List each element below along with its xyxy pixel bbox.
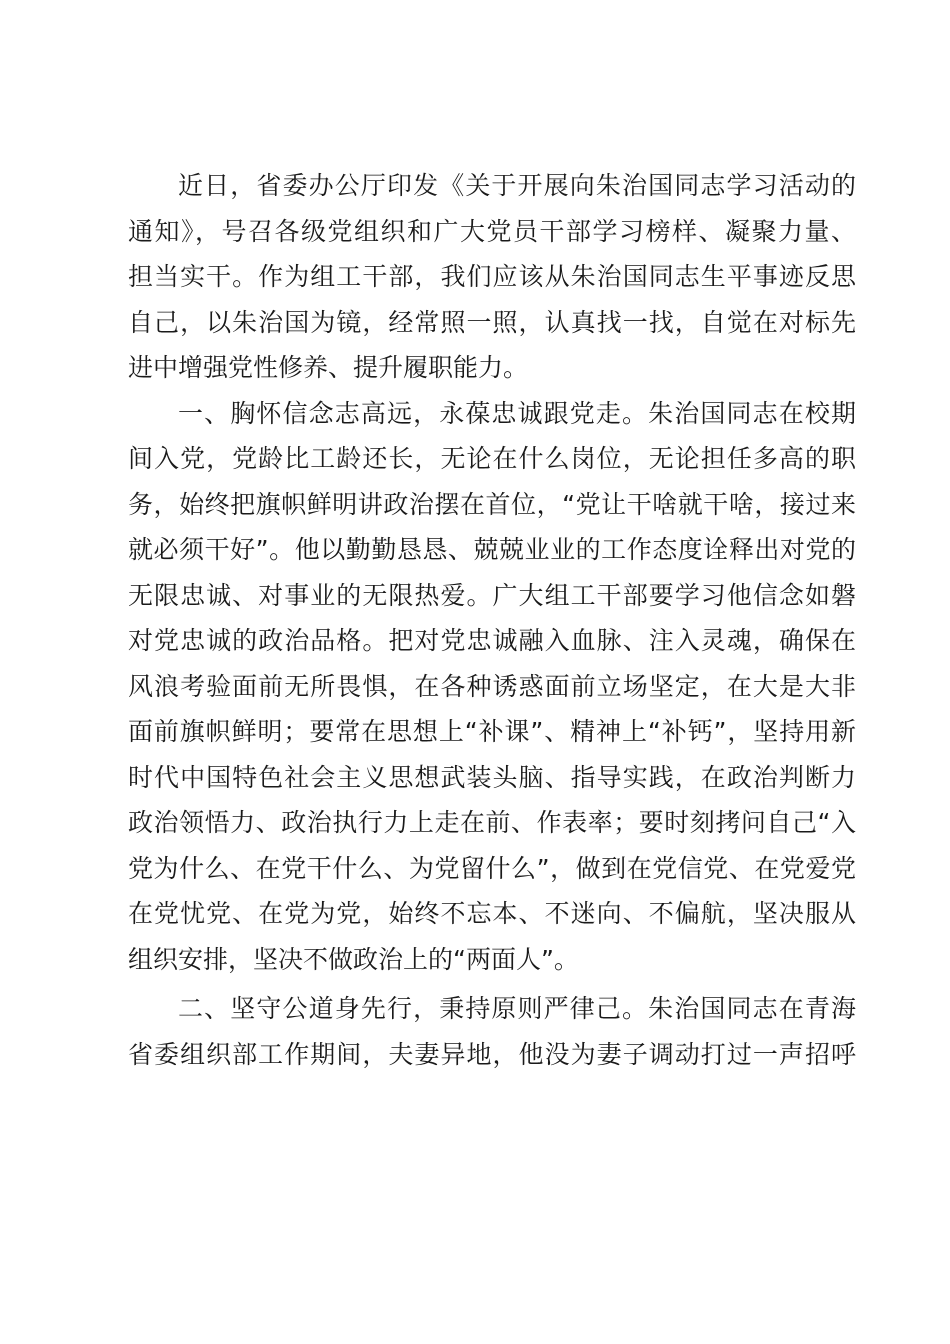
text-line: 党为什么、在党干什么、为党留什么”，做到在党信党、在党爱党	[128, 853, 856, 883]
text-line: 对党忠诚的政治品格。把对党忠诚融入血脉、注入灵魂，确保在	[128, 626, 856, 655]
text-line: 自己，以朱治国为镜，经常照一照，认真找一找，自觉在对标先	[128, 307, 856, 337]
text-line: 一、胸怀信念志高远，永葆忠诚跟党走。朱治国同志在校期	[178, 398, 856, 428]
document-body	[128, 163, 856, 1077]
text-line: 风浪考验面前无所畏惧，在各种诱惑面前立场坚定，在大是大非	[128, 671, 856, 701]
text-line: 务，始终把旗帜鲜明讲政治摆在首位，“党让干啥就干啥，接过来	[128, 489, 856, 519]
paragraph-intro	[128, 163, 856, 391]
text-line: 进中增强党性修养、提升履职能力。	[128, 353, 529, 382]
text-line: 间入党，党龄比工龄还长，无论在什么岗位，无论担任多高的职	[128, 444, 856, 473]
text-line: 在党忧党、在党为党，始终不忘本、不迷向、不偏航，坚决服从	[128, 899, 856, 928]
text-line: 面前旗帜鲜明；要常在思想上“补课”、精神上“补钙”，坚持用新	[128, 717, 856, 746]
text-line: 时代中国特色社会主义思想武装头脑、指导实践，在政治判断力	[128, 762, 856, 792]
text-line: 近日，省委办公厅印发《关于开展向朱治国同志学习活动的	[178, 171, 856, 200]
text-line: 无限忠诚、对事业的无限热爱。广大组工干部要学习他信念如磐	[128, 580, 856, 610]
text-line: 通知》，号召各级党组织和广大党员干部学习榜样、凝聚力量、	[128, 216, 856, 246]
paragraph-section-two	[128, 986, 856, 1077]
text-line: 省委组织部工作期间，夫妻异地，他没为妻子调动打过一声招呼	[128, 1039, 856, 1069]
text-line: 二、坚守公道身先行，秉持原则严律己。朱治国同志在青海	[178, 994, 856, 1023]
text-line: 组织安排，坚决不做政治上的“两面人”。	[128, 944, 579, 974]
text-line: 担当实干。作为组工干部，我们应该从朱治国同志生平事迹反思	[128, 262, 856, 291]
text-line: 就必须干好”。他以勤勤恳恳、兢兢业业的工作态度诠释出对党的	[128, 535, 856, 564]
paragraph-section-one	[128, 391, 856, 983]
text-line: 政治领悟力、政治执行力上走在前、作表率；要时刻拷问自己“入	[128, 808, 856, 837]
